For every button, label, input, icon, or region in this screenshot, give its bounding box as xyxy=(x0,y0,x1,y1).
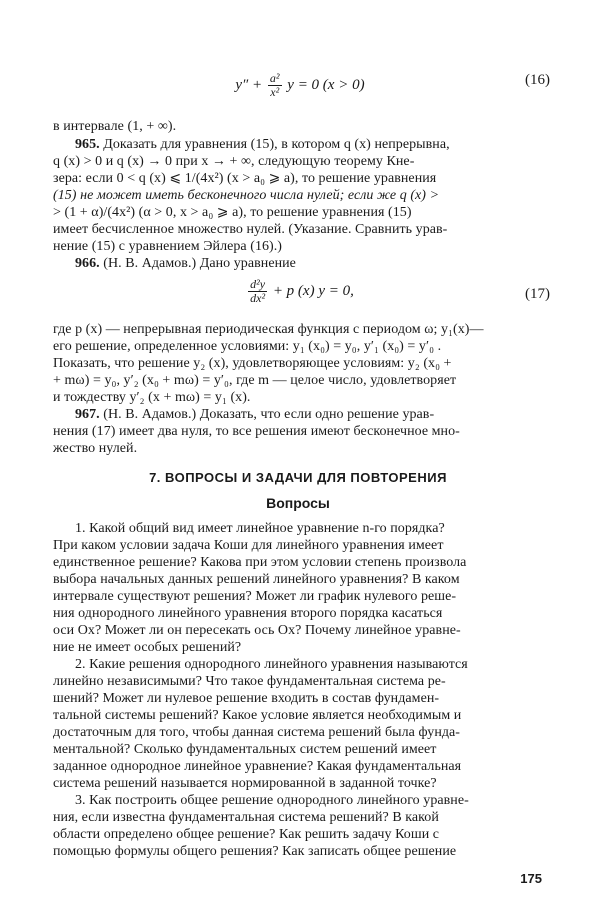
text-line: (15) не может иметь бесконечного числа нулей; если же q (x) > xyxy=(53,188,440,203)
text-line: и тождеству y′₂ (x + mω) = y₁ (x). xyxy=(53,390,251,405)
text-line: Доказать для уравнения (15), в котором q (x) непрерывна, xyxy=(103,137,450,152)
formula-17-denominator: dx² xyxy=(250,291,266,305)
text-line: ния, если известна фундаментальная система решений? В какой xyxy=(53,810,439,825)
formula-16-right: y = 0 (x > 0) xyxy=(283,76,365,93)
problem-number-966: 966. xyxy=(75,256,100,271)
text-line: ния однородного линейного уравнения второго порядка касаться xyxy=(53,606,443,621)
formula-16-fraction xyxy=(268,72,282,99)
page-number: 175 xyxy=(520,871,542,886)
text-line: имеет бесчисленное множество нулей. (Указание. Сравнить урав- xyxy=(53,222,448,237)
text-line: q (x) > 0 и q (x) → 0 при x → + ∞, следующую теорему Кне- xyxy=(53,154,415,169)
problem-966-first-line xyxy=(75,255,543,272)
text-line: зера: если 0 < q (x) ⩽ 1/(4x²) (x > a₀ ⩾ a), то решение уравнения xyxy=(53,171,437,186)
text-line: + mω) = y₀, y′₂ (x₀ + mω) = y′₀, где m — целое число, удовлетворяет xyxy=(53,373,457,388)
text-line: (Н. В. Адамов.) Доказать, что если одно решение урав- xyxy=(103,407,435,422)
formula-17-right: + p (x) y = 0, xyxy=(269,282,354,299)
text-line: жество нулей. xyxy=(53,441,138,456)
problem-number-965: 965. xyxy=(75,137,100,152)
subsection-title: Вопросы xyxy=(266,495,330,511)
text-line: 2. Какие решения однородного линейного уравнения называются xyxy=(75,657,468,672)
formula-16 xyxy=(110,72,550,98)
text-line: области определено общее решение? Как решить задачу Коши с xyxy=(53,827,440,842)
problem-965-first-line xyxy=(75,136,543,153)
text-line: ние не имеет особых решений? xyxy=(53,640,242,655)
text-line: линейно независимыми? Что такое фундаментальная система ре- xyxy=(53,674,446,689)
text-line: система решений называется нормированной в заданной точке? xyxy=(53,776,437,791)
formula-16-body xyxy=(110,72,490,99)
text-line: 3. Как построить общее решение однородного линейного уравне- xyxy=(75,793,469,808)
formula-16-denominator: x² xyxy=(270,85,280,99)
text-line: в интервале (1, + ∞). xyxy=(53,119,177,134)
text-line: достаточным для того, чтобы данная система решений была фунда- xyxy=(53,725,461,740)
text-line: (Н. В. Адамов.) Дано уравнение xyxy=(103,256,296,271)
text-line: Показать, что решение y₂ (x), удовлетворяющее условиям: y₂ (x₀ + xyxy=(53,356,452,371)
text-line: выбора начальных данных решений линейного уравнения? В каком xyxy=(53,572,460,587)
formula-17-body xyxy=(110,278,490,305)
text-line: интервале существуют решения? Может ли график нулевого реше- xyxy=(53,589,457,604)
text-line: При каком условии задача Коши для линейного уравнения имеет xyxy=(53,538,444,553)
equation-number-17: (17) xyxy=(525,286,550,302)
text-line: тальной системы решений? Какое условие является необходимым и xyxy=(53,708,462,723)
text-line: 1. Какой общий вид имеет линейное уравнение n-го порядка? xyxy=(75,521,445,536)
formula-16-left: y″ + xyxy=(235,76,266,93)
text-line: шений? Может ли нулевое решение входить в состав фундамен- xyxy=(53,691,440,706)
text-line: единственное решение? Какова при этом условии степень произвола xyxy=(53,555,467,570)
text-line: ментальной? Сколько фундаментальных систем решений имеет xyxy=(53,742,437,757)
formula-17 xyxy=(110,274,550,314)
text-line: оси Ox? Может ли он пересекать ось Ox? Почему линейное уравне- xyxy=(53,623,461,638)
text-line: помощью формулы общего решения? Как записать общее решение xyxy=(53,844,457,859)
text-line: его решение, определенное условиями: y₁ (x₀) = y₀, y′₁ (x₀) = y′₀ . xyxy=(53,339,442,354)
text-line: где p (x) — непрерывная периодическая функция с периодом ω; y₁(x)— xyxy=(53,322,484,337)
equation-number-16: (16) xyxy=(525,72,550,88)
problem-number-967: 967. xyxy=(75,407,100,422)
text-line: нения (17) имеет два нуля, то все решения имеют бесконечное мно- xyxy=(53,424,460,439)
formula-17-numerator: d²y xyxy=(250,277,266,291)
text-line: нение (15) с уравнением Эйлера (16).) xyxy=(53,239,283,254)
text-line: заданное однородное линейное уравнение? Какая фундаментальная xyxy=(53,759,462,774)
formula-16-numerator: a² xyxy=(269,71,280,85)
formula-17-fraction xyxy=(248,278,267,305)
problem-967-first-line xyxy=(75,406,543,423)
section-title: 7. ВОПРОСЫ И ЗАДАЧИ ДЛЯ ПОВТОРЕНИЯ xyxy=(149,470,447,485)
text-line: > (1 + α)/(4x²) (α > 0, x > a₀ ⩾ a), то решение уравнения (15) xyxy=(53,205,412,220)
